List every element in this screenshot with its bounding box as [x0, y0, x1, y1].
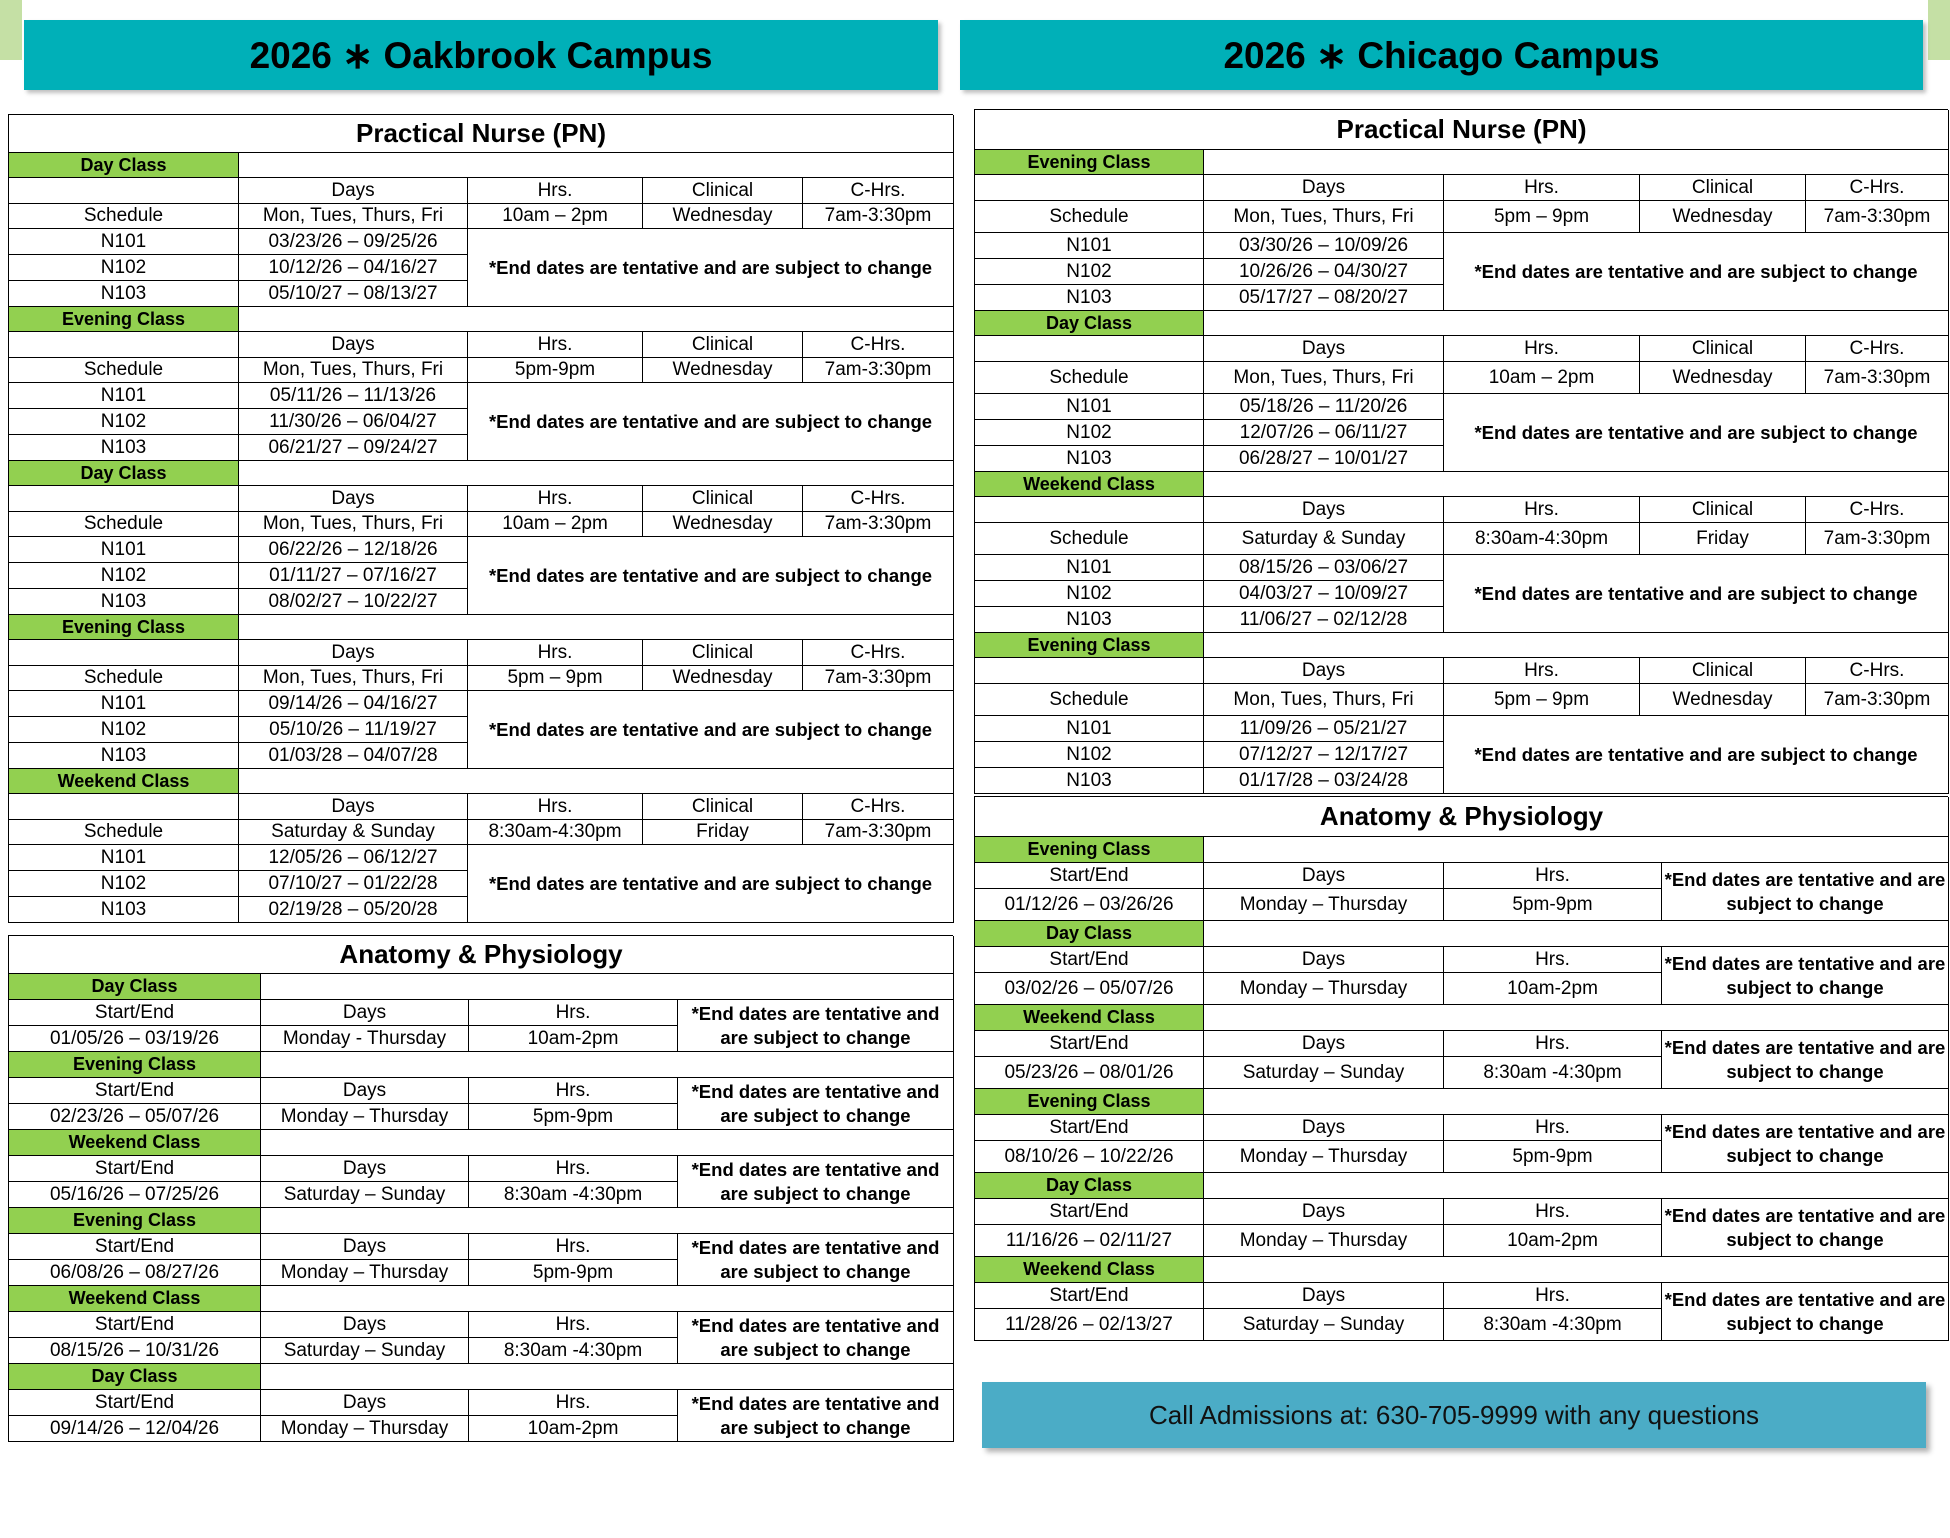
header-chrs: C-Hrs.: [1806, 497, 1949, 523]
tentative-note: *End dates are tentative and are subject to change: [1444, 394, 1949, 472]
class-type-spacer: [1204, 633, 1949, 658]
class-type-spacer: [239, 153, 954, 178]
course-dates: 07/12/27 – 12/17/27: [1204, 742, 1444, 768]
tentative-note: *End dates are tentative and are subject to change: [1444, 233, 1949, 311]
header-clinical: Clinical: [643, 486, 803, 512]
header-hrs: Hrs.: [469, 1312, 678, 1338]
header-hrs: Hrs.: [1444, 1115, 1662, 1141]
schedule-hrs: 8:30am-4:30pm: [1444, 523, 1640, 555]
class-hrs: 10am-2pm: [469, 1416, 678, 1442]
course-code: N101: [975, 394, 1204, 420]
header-start-end: Start/End: [975, 1199, 1204, 1225]
header-days: Days: [261, 1312, 469, 1338]
schedule-chrs: 7am-3:30pm: [1806, 362, 1949, 394]
oakbrook-ap-table: [8, 935, 953, 1442]
header-days: Days: [261, 1156, 469, 1182]
chicago-pn-table: [974, 109, 1948, 794]
class-type-spacer: [261, 1364, 954, 1390]
class-dates: 02/23/26 – 05/07/26: [9, 1104, 261, 1130]
header-blank: [975, 336, 1204, 362]
class-days: Saturday – Sunday: [261, 1338, 469, 1364]
header-chrs: C-Hrs.: [803, 640, 954, 666]
header-start-end: Start/End: [975, 1283, 1204, 1309]
header-clinical: Clinical: [1640, 175, 1806, 201]
schedule-clinical: Wednesday: [643, 204, 803, 229]
class-type-label: Weekend Class: [975, 1005, 1204, 1031]
header-hrs: Hrs.: [468, 332, 643, 358]
header-hrs: Hrs.: [1444, 1031, 1662, 1057]
tentative-note: *End dates are tentative and are subject to change: [678, 1078, 954, 1130]
course-code: N103: [9, 743, 239, 769]
course-dates: 01/11/27 – 07/16/27: [239, 563, 468, 589]
section-title: Anatomy & Physiology: [975, 797, 1949, 837]
course-dates: 11/06/27 – 02/12/28: [1204, 607, 1444, 633]
class-days: Monday – Thursday: [261, 1416, 469, 1442]
header-days: Days: [1204, 1031, 1444, 1057]
course-code: N103: [9, 897, 239, 923]
course-code: N101: [9, 229, 239, 255]
header-hrs: Hrs.: [1444, 336, 1640, 362]
course-code: N103: [9, 281, 239, 307]
header-hrs: Hrs.: [469, 1078, 678, 1104]
class-type-spacer: [1204, 311, 1949, 336]
course-code: N101: [975, 233, 1204, 259]
header-hrs: Hrs.: [469, 1390, 678, 1416]
schedule-chrs: 7am-3:30pm: [803, 512, 954, 537]
class-type-label: Evening Class: [9, 615, 239, 640]
header-hrs: Hrs.: [1444, 497, 1640, 523]
tentative-note: *End dates are tentative and are subject to change: [468, 845, 954, 923]
class-dates: 08/15/26 – 10/31/26: [9, 1338, 261, 1364]
class-days: Monday – Thursday: [1204, 1141, 1444, 1173]
course-dates: 05/10/26 – 11/19/27: [239, 717, 468, 743]
header-clinical: Clinical: [643, 794, 803, 820]
header-clinical: Clinical: [643, 178, 803, 204]
class-days: Saturday – Sunday: [261, 1182, 469, 1208]
class-hrs: 10am-2pm: [469, 1026, 678, 1052]
header-days: Days: [1204, 658, 1444, 684]
oakbrook-pn-table: [8, 114, 953, 923]
header-hrs: Hrs.: [468, 486, 643, 512]
class-type-spacer: [239, 461, 954, 486]
course-dates: 05/11/26 – 11/13/26: [239, 383, 468, 409]
schedule-label: Schedule: [9, 204, 239, 229]
course-code: N102: [9, 409, 239, 435]
chicago-campus-banner: 2026 ∗ Chicago Campus: [960, 20, 1923, 90]
header-blank: [975, 658, 1204, 684]
tentative-note: *End dates are tentative and are subject to change: [1444, 555, 1949, 633]
header-days: Days: [239, 486, 468, 512]
header-hrs: Hrs.: [468, 794, 643, 820]
class-type-spacer: [261, 974, 954, 1000]
schedule-days: Mon, Tues, Thurs, Fri: [239, 204, 468, 229]
header-blank: [975, 175, 1204, 201]
class-type-spacer: [239, 307, 954, 332]
tentative-note: *End dates are tentative and are subject to change: [1444, 716, 1949, 794]
class-dates: 08/10/26 – 10/22/26: [975, 1141, 1204, 1173]
header-clinical: Clinical: [643, 332, 803, 358]
header-start-end: Start/End: [975, 1115, 1204, 1141]
class-hrs: 8:30am -4:30pm: [1444, 1057, 1662, 1089]
class-hrs: 8:30am -4:30pm: [469, 1338, 678, 1364]
header-start-end: Start/End: [975, 863, 1204, 889]
class-hrs: 8:30am -4:30pm: [1444, 1309, 1662, 1341]
class-hrs: 10am-2pm: [1444, 1225, 1662, 1257]
class-type-spacer: [1204, 1173, 1949, 1199]
schedule-days: Mon, Tues, Thurs, Fri: [239, 666, 468, 691]
schedule-days: Saturday & Sunday: [1204, 523, 1444, 555]
course-code: N102: [9, 871, 239, 897]
schedule-label: Schedule: [975, 684, 1204, 716]
class-type-spacer: [261, 1130, 954, 1156]
header-start-end: Start/End: [9, 1000, 261, 1026]
header-hrs: Hrs.: [469, 1234, 678, 1260]
tentative-note: *End dates are tentative and are subject to change: [1662, 863, 1949, 921]
class-type-spacer: [1204, 472, 1949, 497]
course-dates: 09/14/26 – 04/16/27: [239, 691, 468, 717]
course-dates: 11/09/26 – 05/21/27: [1204, 716, 1444, 742]
course-code: N103: [975, 285, 1204, 311]
class-days: Monday – Thursday: [1204, 1225, 1444, 1257]
course-code: N101: [9, 537, 239, 563]
course-code: N101: [9, 383, 239, 409]
class-type-spacer: [1204, 1089, 1949, 1115]
class-dates: 03/02/26 – 05/07/26: [975, 973, 1204, 1005]
tentative-note: *End dates are tentative and are subject to change: [468, 537, 954, 615]
header-clinical: Clinical: [1640, 497, 1806, 523]
header-days: Days: [1204, 175, 1444, 201]
header-chrs: C-Hrs.: [803, 178, 954, 204]
course-dates: 06/28/27 – 10/01/27: [1204, 446, 1444, 472]
header-start-end: Start/End: [9, 1156, 261, 1182]
class-type-spacer: [261, 1286, 954, 1312]
schedule-clinical: Wednesday: [643, 666, 803, 691]
class-type-spacer: [261, 1052, 954, 1078]
header-chrs: C-Hrs.: [1806, 336, 1949, 362]
course-dates: 03/23/26 – 09/25/26: [239, 229, 468, 255]
schedule-clinical: Friday: [1640, 523, 1806, 555]
class-type-label: Day Class: [9, 974, 261, 1000]
header-hrs: Hrs.: [1444, 1283, 1662, 1309]
tentative-note: *End dates are tentative and are subject to change: [678, 1312, 954, 1364]
course-dates: 03/30/26 – 10/09/26: [1204, 233, 1444, 259]
class-type-label: Evening Class: [975, 150, 1204, 175]
header-hrs: Hrs.: [1444, 658, 1640, 684]
header-start-end: Start/End: [9, 1312, 261, 1338]
schedule-label: Schedule: [975, 201, 1204, 233]
course-code: N102: [975, 259, 1204, 285]
chicago-ap-table: [974, 796, 1948, 1341]
schedule-label: Schedule: [9, 820, 239, 845]
tentative-note: *End dates are tentative and are subject to change: [678, 1390, 954, 1442]
class-type-label: Evening Class: [975, 1089, 1204, 1115]
course-code: N102: [9, 717, 239, 743]
header-hrs: Hrs.: [469, 1156, 678, 1182]
schedule-clinical: Friday: [643, 820, 803, 845]
class-type-label: Weekend Class: [9, 1130, 261, 1156]
course-code: N101: [9, 691, 239, 717]
course-code: N102: [9, 563, 239, 589]
course-code: N102: [975, 742, 1204, 768]
class-type-label: Day Class: [9, 1364, 261, 1390]
schedule-hrs: 5pm – 9pm: [1444, 684, 1640, 716]
header-days: Days: [1204, 863, 1444, 889]
course-dates: 10/26/26 – 04/30/27: [1204, 259, 1444, 285]
class-type-label: Evening Class: [975, 837, 1204, 863]
course-code: N103: [975, 768, 1204, 794]
course-code: N101: [9, 845, 239, 871]
course-dates: 07/10/27 – 01/22/28: [239, 871, 468, 897]
class-days: Monday – Thursday: [1204, 973, 1444, 1005]
class-hrs: 5pm-9pm: [469, 1260, 678, 1286]
header-blank: [9, 486, 239, 512]
tentative-note: *End dates are tentative and are subject to change: [468, 383, 954, 461]
class-hrs: 5pm-9pm: [1444, 1141, 1662, 1173]
schedule-chrs: 7am-3:30pm: [803, 666, 954, 691]
schedule-hrs: 10am – 2pm: [468, 204, 643, 229]
schedule-label: Schedule: [9, 666, 239, 691]
header-start-end: Start/End: [975, 947, 1204, 973]
schedule-hrs: 10am – 2pm: [1444, 362, 1640, 394]
class-type-label: Day Class: [9, 153, 239, 178]
course-dates: 08/15/26 – 03/06/27: [1204, 555, 1444, 581]
header-days: Days: [1204, 947, 1444, 973]
tentative-note: *End dates are tentative and are subject to change: [1662, 1115, 1949, 1173]
class-type-spacer: [1204, 150, 1949, 175]
class-type-label: Evening Class: [9, 1052, 261, 1078]
course-dates: 06/22/26 – 12/18/26: [239, 537, 468, 563]
class-type-label: Evening Class: [9, 1208, 261, 1234]
class-hrs: 5pm-9pm: [469, 1104, 678, 1130]
class-type-spacer: [239, 769, 954, 794]
schedule-chrs: 7am-3:30pm: [1806, 684, 1949, 716]
header-clinical: Clinical: [1640, 658, 1806, 684]
class-type-spacer: [1204, 1257, 1949, 1283]
header-start-end: Start/End: [9, 1390, 261, 1416]
class-type-label: Day Class: [975, 311, 1204, 336]
schedule-days: Saturday & Sunday: [239, 820, 468, 845]
schedule-chrs: 7am-3:30pm: [1806, 201, 1949, 233]
course-dates: 10/12/26 – 04/16/27: [239, 255, 468, 281]
schedule-chrs: 7am-3:30pm: [803, 358, 954, 383]
class-type-label: Day Class: [975, 1173, 1204, 1199]
corner-decoration-right: [1928, 0, 1950, 60]
class-type-spacer: [239, 615, 954, 640]
course-dates: 05/10/27 – 08/13/27: [239, 281, 468, 307]
course-code: N102: [975, 581, 1204, 607]
header-days: Days: [239, 178, 468, 204]
class-dates: 11/16/26 – 02/11/27: [975, 1225, 1204, 1257]
tentative-note: *End dates are tentative and are subject to change: [1662, 1199, 1949, 1257]
class-type-label: Weekend Class: [9, 769, 239, 794]
section-title: Anatomy & Physiology: [9, 936, 954, 974]
header-blank: [975, 497, 1204, 523]
header-days: Days: [1204, 497, 1444, 523]
class-type-label: Evening Class: [9, 307, 239, 332]
class-hrs: 8:30am -4:30pm: [469, 1182, 678, 1208]
tentative-note: *End dates are tentative and are subject to change: [678, 1234, 954, 1286]
header-blank: [9, 640, 239, 666]
header-days: Days: [1204, 1199, 1444, 1225]
header-hrs: Hrs.: [1444, 863, 1662, 889]
header-chrs: C-Hrs.: [803, 486, 954, 512]
header-days: Days: [239, 332, 468, 358]
course-code: N103: [975, 446, 1204, 472]
course-code: N103: [9, 435, 239, 461]
tentative-note: *End dates are tentative and are subject to change: [1662, 1283, 1949, 1341]
schedule-chrs: 7am-3:30pm: [1806, 523, 1949, 555]
course-dates: 04/03/27 – 10/09/27: [1204, 581, 1444, 607]
schedule-chrs: 7am-3:30pm: [803, 204, 954, 229]
schedule-hrs: 8:30am-4:30pm: [468, 820, 643, 845]
header-hrs: Hrs.: [1444, 947, 1662, 973]
header-clinical: Clinical: [643, 640, 803, 666]
class-type-label: Weekend Class: [975, 472, 1204, 497]
header-hrs: Hrs.: [468, 178, 643, 204]
schedule-clinical: Wednesday: [643, 358, 803, 383]
class-days: Saturday – Sunday: [1204, 1309, 1444, 1341]
schedule-hrs: 5pm – 9pm: [1444, 201, 1640, 233]
course-dates: 05/17/27 – 08/20/27: [1204, 285, 1444, 311]
tentative-note: *End dates are tentative and are subject to change: [1662, 947, 1949, 1005]
course-code: N103: [975, 607, 1204, 633]
class-hrs: 10am-2pm: [1444, 973, 1662, 1005]
class-type-label: Day Class: [975, 921, 1204, 947]
tentative-note: *End dates are tentative and are subject to change: [468, 691, 954, 769]
header-days: Days: [1204, 1283, 1444, 1309]
class-dates: 06/08/26 – 08/27/26: [9, 1260, 261, 1286]
class-dates: 05/16/26 – 07/25/26: [9, 1182, 261, 1208]
course-dates: 06/21/27 – 09/24/27: [239, 435, 468, 461]
header-hrs: Hrs.: [469, 1000, 678, 1026]
course-dates: 01/17/28 – 03/24/28: [1204, 768, 1444, 794]
section-title: Practical Nurse (PN): [975, 110, 1949, 150]
header-start-end: Start/End: [9, 1234, 261, 1260]
header-days: Days: [1204, 1115, 1444, 1141]
schedule-days: Mon, Tues, Thurs, Fri: [1204, 684, 1444, 716]
tentative-note: *End dates are tentative and are subject to change: [468, 229, 954, 307]
class-type-label: Weekend Class: [975, 1257, 1204, 1283]
class-days: Monday – Thursday: [1204, 889, 1444, 921]
class-type-label: Day Class: [9, 461, 239, 486]
class-dates: 05/23/26 – 08/01/26: [975, 1057, 1204, 1089]
schedule-clinical: Wednesday: [1640, 684, 1806, 716]
schedule-label: Schedule: [975, 523, 1204, 555]
schedule-hrs: 10am – 2pm: [468, 512, 643, 537]
schedule-days: Mon, Tues, Thurs, Fri: [239, 512, 468, 537]
class-dates: 09/14/26 – 12/04/26: [9, 1416, 261, 1442]
course-code: N101: [975, 555, 1204, 581]
course-dates: 08/02/27 – 10/22/27: [239, 589, 468, 615]
header-days: Days: [239, 640, 468, 666]
header-chrs: C-Hrs.: [803, 794, 954, 820]
header-days: Days: [239, 794, 468, 820]
class-type-label: Evening Class: [975, 633, 1204, 658]
header-start-end: Start/End: [9, 1078, 261, 1104]
admissions-call-banner: Call Admissions at: 630-705-9999 with any questions: [982, 1382, 1926, 1448]
tentative-note: *End dates are tentative and are subject to change: [1662, 1031, 1949, 1089]
class-days: Monday – Thursday: [261, 1260, 469, 1286]
header-days: Days: [261, 1390, 469, 1416]
schedule-clinical: Wednesday: [643, 512, 803, 537]
class-hrs: 5pm-9pm: [1444, 889, 1662, 921]
header-hrs: Hrs.: [468, 640, 643, 666]
header-start-end: Start/End: [975, 1031, 1204, 1057]
schedule-chrs: 7am-3:30pm: [803, 820, 954, 845]
header-blank: [9, 794, 239, 820]
schedule-days: Mon, Tues, Thurs, Fri: [1204, 362, 1444, 394]
class-days: Saturday – Sunday: [1204, 1057, 1444, 1089]
header-clinical: Clinical: [1640, 336, 1806, 362]
schedule-clinical: Wednesday: [1640, 201, 1806, 233]
course-code: N103: [9, 589, 239, 615]
tentative-note: *End dates are tentative and are subject to change: [678, 1156, 954, 1208]
schedule-label: Schedule: [975, 362, 1204, 394]
section-title: Practical Nurse (PN): [9, 115, 954, 153]
course-dates: 11/30/26 – 06/04/27: [239, 409, 468, 435]
course-dates: 12/05/26 – 06/12/27: [239, 845, 468, 871]
header-days: Days: [261, 1234, 469, 1260]
course-code: N102: [975, 420, 1204, 446]
course-code: N101: [975, 716, 1204, 742]
header-chrs: C-Hrs.: [1806, 175, 1949, 201]
class-type-spacer: [1204, 837, 1949, 863]
schedule-label: Schedule: [9, 512, 239, 537]
header-days: Days: [1204, 336, 1444, 362]
course-code: N102: [9, 255, 239, 281]
tentative-note: *End dates are tentative and are subject to change: [678, 1000, 954, 1052]
header-blank: [9, 178, 239, 204]
schedule-hrs: 5pm-9pm: [468, 358, 643, 383]
class-type-label: Weekend Class: [9, 1286, 261, 1312]
course-dates: 05/18/26 – 11/20/26: [1204, 394, 1444, 420]
class-days: Monday - Thursday: [261, 1026, 469, 1052]
schedule-clinical: Wednesday: [1640, 362, 1806, 394]
class-days: Monday – Thursday: [261, 1104, 469, 1130]
class-dates: 11/28/26 – 02/13/27: [975, 1309, 1204, 1341]
course-dates: 02/19/28 – 05/20/28: [239, 897, 468, 923]
schedule-days: Mon, Tues, Thurs, Fri: [1204, 201, 1444, 233]
class-type-spacer: [1204, 921, 1949, 947]
schedule-hrs: 5pm – 9pm: [468, 666, 643, 691]
schedule-label: Schedule: [9, 358, 239, 383]
header-hrs: Hrs.: [1444, 175, 1640, 201]
header-days: Days: [261, 1078, 469, 1104]
oakbrook-campus-banner: 2026 ∗ Oakbrook Campus: [24, 20, 938, 90]
header-days: Days: [261, 1000, 469, 1026]
header-blank: [9, 332, 239, 358]
class-type-spacer: [1204, 1005, 1949, 1031]
class-dates: 01/05/26 – 03/19/26: [9, 1026, 261, 1052]
course-dates: 12/07/26 – 06/11/27: [1204, 420, 1444, 446]
header-chrs: C-Hrs.: [803, 332, 954, 358]
header-hrs: Hrs.: [1444, 1199, 1662, 1225]
corner-decoration-left: [0, 0, 22, 60]
class-type-spacer: [261, 1208, 954, 1234]
header-chrs: C-Hrs.: [1806, 658, 1949, 684]
schedule-days: Mon, Tues, Thurs, Fri: [239, 358, 468, 383]
course-dates: 01/03/28 – 04/07/28: [239, 743, 468, 769]
class-dates: 01/12/26 – 03/26/26: [975, 889, 1204, 921]
